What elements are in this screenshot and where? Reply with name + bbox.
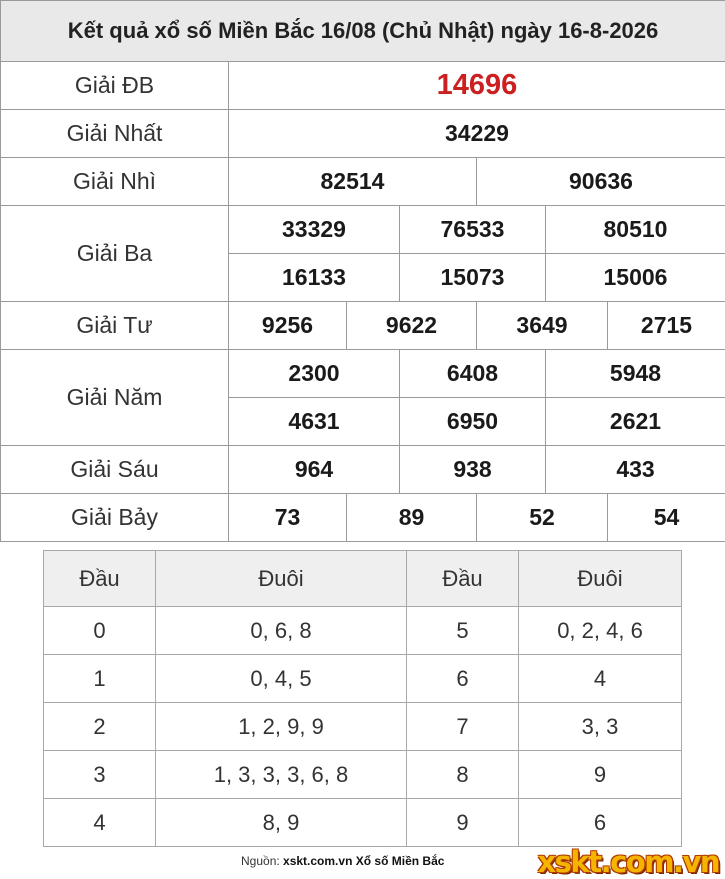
prize-row-third xyxy=(1,206,725,254)
brand-logo: xskt.com.vn xyxy=(537,845,719,879)
head-tail-row xyxy=(44,655,682,703)
fourth-prize-number: 3649 xyxy=(477,302,608,350)
second-prize-number: 90636 xyxy=(477,158,725,206)
head-tail-row xyxy=(44,751,682,799)
second-prize-number: 82514 xyxy=(229,158,477,206)
fourth-prize-number: 2715 xyxy=(608,302,725,350)
third-prize-number: 15006 xyxy=(546,254,725,302)
column-header-tail: Đuôi xyxy=(519,551,682,607)
source-credit xyxy=(241,854,444,868)
fourth-prize-number: 9622 xyxy=(347,302,477,350)
title-row xyxy=(1,1,725,62)
fifth-prize-number: 6950 xyxy=(400,398,546,446)
tail-digits: 6 xyxy=(519,799,682,847)
fifth-prize-number: 4631 xyxy=(229,398,400,446)
prize-label-fifth: Giải Năm xyxy=(1,350,229,446)
head-digit: 1 xyxy=(44,655,156,703)
prize-row-fifth xyxy=(1,350,725,398)
column-header-tail: Đuôi xyxy=(156,551,407,607)
seventh-prize-number: 52 xyxy=(477,494,608,542)
tail-digits: 1, 2, 9, 9 xyxy=(156,703,407,751)
head-digit: 5 xyxy=(407,607,519,655)
head-digit: 3 xyxy=(44,751,156,799)
sixth-prize-number: 433 xyxy=(546,446,725,494)
fifth-prize-number: 6408 xyxy=(400,350,546,398)
tail-digits: 0, 4, 5 xyxy=(156,655,407,703)
third-prize-number: 80510 xyxy=(546,206,725,254)
special-prize-number: 14696 xyxy=(229,62,725,110)
head-tail-row xyxy=(44,703,682,751)
source-site-link[interactable]: xskt.com.vn xyxy=(283,854,352,868)
sixth-prize-number: 938 xyxy=(400,446,546,494)
head-tail-row xyxy=(44,799,682,847)
prize-row-sixth xyxy=(1,446,725,494)
prize-row-fourth xyxy=(1,302,725,350)
results-title: Kết quả xổ số Miền Bắc 16/08 (Chủ Nhật) ngày 16-8-2026 xyxy=(1,1,725,62)
column-header-head: Đầu xyxy=(44,551,156,607)
prize-label-seventh: Giải Bảy xyxy=(1,494,229,542)
prize-label-sixth: Giải Sáu xyxy=(1,446,229,494)
prize-row-first xyxy=(1,110,725,158)
tail-digits: 1, 3, 3, 3, 6, 8 xyxy=(156,751,407,799)
tail-digits: 4 xyxy=(519,655,682,703)
head-digit: 4 xyxy=(44,799,156,847)
sixth-prize-number: 964 xyxy=(229,446,400,494)
source-prefix: Nguồn: xyxy=(241,854,283,868)
third-prize-number: 15073 xyxy=(400,254,546,302)
third-prize-number: 76533 xyxy=(400,206,546,254)
prize-label-special: Giải ĐB xyxy=(1,62,229,110)
prize-row-special xyxy=(1,62,725,110)
footer xyxy=(0,848,725,878)
prize-label-second: Giải Nhì xyxy=(1,158,229,206)
seventh-prize-number: 73 xyxy=(229,494,347,542)
head-digit: 8 xyxy=(407,751,519,799)
first-prize-number: 34229 xyxy=(229,110,725,158)
fifth-prize-number: 5948 xyxy=(546,350,725,398)
prize-row-seventh xyxy=(1,494,725,542)
head-tail-header-row xyxy=(44,551,682,607)
head-tail-table xyxy=(43,550,682,847)
prize-row-second xyxy=(1,158,725,206)
fifth-prize-number: 2621 xyxy=(546,398,725,446)
head-digit: 6 xyxy=(407,655,519,703)
head-digit: 0 xyxy=(44,607,156,655)
tail-digits: 0, 6, 8 xyxy=(156,607,407,655)
head-digit: 9 xyxy=(407,799,519,847)
seventh-prize-number: 54 xyxy=(608,494,725,542)
source-name: Xổ số Miền Bắc xyxy=(356,854,445,868)
head-digit: 7 xyxy=(407,703,519,751)
fourth-prize-number: 9256 xyxy=(229,302,347,350)
prize-label-fourth: Giải Tư xyxy=(1,302,229,350)
prize-label-first: Giải Nhất xyxy=(1,110,229,158)
tail-digits: 3, 3 xyxy=(519,703,682,751)
head-digit: 2 xyxy=(44,703,156,751)
tail-digits: 0, 2, 4, 6 xyxy=(519,607,682,655)
third-prize-number: 16133 xyxy=(229,254,400,302)
prize-label-third: Giải Ba xyxy=(1,206,229,302)
seventh-prize-number: 89 xyxy=(347,494,477,542)
tail-digits: 8, 9 xyxy=(156,799,407,847)
fifth-prize-number: 2300 xyxy=(229,350,400,398)
third-prize-number: 33329 xyxy=(229,206,400,254)
column-header-head: Đầu xyxy=(407,551,519,607)
head-tail-row xyxy=(44,607,682,655)
tail-digits: 9 xyxy=(519,751,682,799)
